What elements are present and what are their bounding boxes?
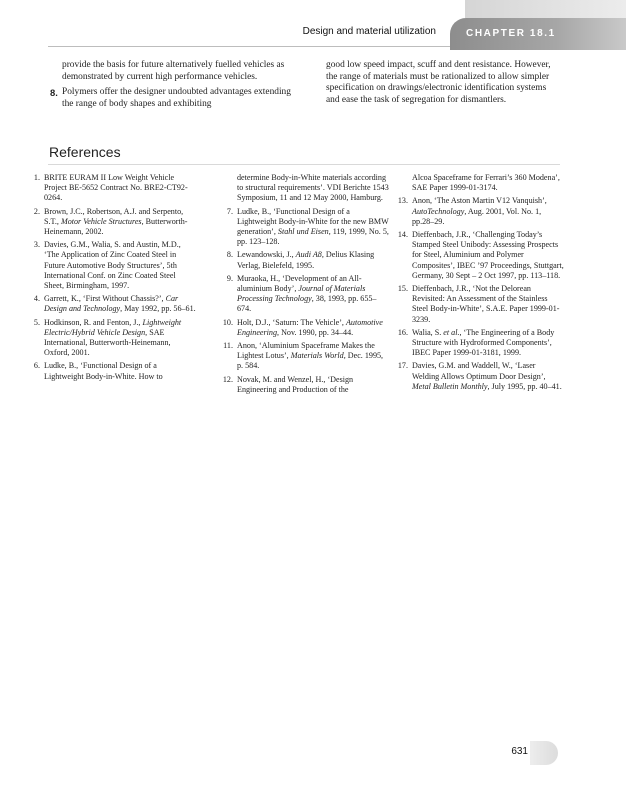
reference-text-part: Brown, J.C., Robertson, A.J. and Serpento, S.T., [44, 206, 184, 226]
reference-text-part: , Nov. 1990, pp. 34–44. [277, 327, 354, 337]
reference-number: 14. [397, 230, 408, 240]
reference-text-part: Anon, ‘Aluminium Spaceframe Makes the Lightest Lotus’, [237, 341, 375, 361]
reference-text-part: , SAE International, Butterworth-Heinemann, Oxford, 2001. [44, 327, 171, 358]
reference-text-part: Ludke, B., ‘Functional Design of a Lightweight Body-in-White for the new BMW generation’, [237, 206, 389, 237]
reference-number: 16. [397, 327, 408, 337]
reference-item [396, 196, 564, 227]
reference-text-part: Garrett, K., ‘First Without Chassis?’, [44, 294, 166, 304]
header-tab-highlight [465, 0, 626, 18]
reference-number: 10. [222, 317, 233, 327]
intro-left-column [50, 60, 298, 110]
reference-text-part: Walia, S. [412, 327, 444, 337]
reference-number: 1. [33, 173, 40, 182]
references-column-2 [221, 173, 389, 398]
reference-number: 15. [397, 284, 408, 294]
reference-text [237, 250, 389, 270]
reference-text: Davies, G.M., Walia, S. and Austin, M.D., ‘The Application of Zinc Coated Steel in Future Automotive Body Structures’, 5th International Conf. on Zinc Coated Steel Sheet, Birmingham, 1997. [44, 240, 181, 291]
reference-title-italic: AutoTechnology [412, 206, 465, 216]
reference-text-part: , 119, 1999, No. 5, pp. 123–128. [237, 227, 389, 247]
reference-title-italic: Stahl und Eisen [277, 227, 329, 237]
reference-text [237, 207, 389, 248]
reference-item [221, 207, 389, 248]
reference-text-part: Anon, ‘The Aston Martin V12 Vanquish’, [412, 196, 547, 206]
reference-text [237, 274, 389, 315]
references-column-3 [396, 173, 564, 395]
intro-right-text: good low speed impact, scuff and dent resistance. However, the range of materials must be rationalized to allow simpler specification on drawings/electronic identification systems and ease the task of segregation for dismantlers. [326, 60, 551, 105]
reference-title-italic: Materials World [290, 351, 344, 361]
reference-text-part: Hodkinson, R. and Fenton, J., [44, 317, 143, 327]
reference-text: Ludke, B., ‘Functional Design of a Lightweight Body-in-White. How to [44, 361, 163, 381]
reference-item [28, 318, 196, 359]
list-number: 8. [50, 87, 58, 99]
reference-item [396, 284, 564, 325]
chapter-label: CHAPTER 18.1 [466, 28, 556, 39]
reference-text-part: , ‘The Engineering of a Body Structure with Hydroformed Components’, IBEC Paper 1999-01-3181, 1999. [412, 327, 555, 358]
page-number: 631 [511, 746, 528, 757]
reference-number: 2. [33, 206, 40, 216]
reference-text-part: Lewandowski, J., [237, 250, 296, 260]
reference-title-italic: Motor Vehicle Structures [60, 216, 142, 226]
reference-text-part: , 38, 1993, pp. 655–674. [237, 294, 377, 314]
reference-title-italic: Lightweight Electric/Hybrid Vehicle Design [44, 317, 182, 337]
reference-title-italic: Automotive Engineering [237, 317, 383, 337]
reference-item [221, 375, 389, 395]
reference-title-italic: Audi A8 [295, 250, 322, 260]
reference-text [237, 341, 389, 372]
reference-item [396, 230, 564, 281]
reference-item [396, 328, 564, 359]
reference-text: Dieffenbach, J.R., ‘Challenging Today’s Stamped Steel Unibody: Assessing Prospects for Steel, Aluminium and Polymer Composites’, IBEC ’97 Proceedings, Stuttgart, Germany, 30 Sept – 2 Oct 1997, pp. 113–118. [412, 230, 564, 280]
reference-text [412, 328, 564, 359]
reference-title-italic: Journal of Materials Processing Technology [237, 284, 366, 304]
intro-right-column [326, 60, 558, 106]
page-number-tab [530, 741, 558, 765]
reference-text-part: Davies, G.M. and Waddell, W., ‘Laser Welding Allows Optimum Door Design’, [412, 361, 546, 381]
running-header-title: Design and material utilization [302, 26, 436, 37]
reference-title-italic: et al. [443, 327, 460, 337]
reference-number: 6. [33, 361, 40, 371]
reference-title-italic: Car Design and Technology [44, 294, 179, 314]
reference-number: 11. [223, 341, 233, 351]
header-divider [48, 46, 450, 47]
reference-text: Dieffenbach, J.R., ‘Not the Delorean Revisited: An Assessment of the Stainless Steel Body-in-White’, S.A.E. Paper 1999-01-3239. [412, 284, 560, 324]
reference-text-part: , Aug. 2001, Vol. No. 1, pp.28–29. [412, 206, 542, 226]
reference-item [221, 341, 389, 372]
reference-number: 7. [226, 206, 233, 216]
reference-item [28, 361, 196, 381]
list-text: Polymers offer the designer undoubted advantages extending the range of body shapes and exhibiting [62, 87, 291, 109]
list-item-8 [50, 87, 298, 110]
reference-item [28, 240, 196, 291]
reference-text [44, 294, 196, 314]
reference-text-part: , Dec. 1995, p. 584. [237, 351, 384, 371]
reference-text [44, 318, 196, 359]
reference-text: Novak, M. and Wenzel, H., ‘Design Engineering and Production of the [237, 374, 354, 394]
reference-text-part: Muraoka, H., ‘Development of an All-aluminium Body’, [237, 273, 362, 294]
reference-number: 5. [33, 317, 40, 327]
reference-text: BRITE EURAM II Low Weight Vehicle Project BE-5652 Contract No. BRE2-CT92-0264. [44, 173, 188, 203]
references-heading: References [49, 144, 121, 160]
reference-item [28, 294, 196, 314]
reference-text-part: , July 1995, pp. 40–41. [487, 381, 562, 391]
references-column-1 [28, 173, 196, 385]
reference-item [28, 173, 196, 204]
reference-text [44, 207, 196, 238]
reference-text [237, 318, 389, 338]
reference-item [28, 207, 196, 238]
reference-text-part: , Butterworth-Heinemann, 2002. [44, 216, 188, 237]
reference-text-part: Holt, D.J., ‘Saturn: The Vehicle’, [237, 317, 346, 327]
reference-number: 17. [397, 361, 408, 371]
intro-continuation: provide the basis for future alternatively fuelled vehicles as demonstrated by current high performance vehicles. [62, 60, 285, 82]
reference-continuation: Alcoa Spaceframe for Ferrari’s 360 Modena’, SAE Paper 1999-01-3174. [412, 173, 560, 193]
reference-item [221, 318, 389, 338]
reference-title-italic: Metal Bulletin Monthly [412, 381, 488, 391]
reference-number: 12. [222, 374, 233, 384]
reference-number: 8. [226, 250, 233, 260]
reference-text [412, 196, 564, 227]
reference-number: 3. [33, 240, 40, 250]
references-divider [48, 164, 560, 165]
reference-text [412, 361, 564, 392]
reference-item [221, 250, 389, 270]
reference-continuation: determine Body-in-White materials according to structural requirements’. VDI Berichte 1543 Symposium, 11 and 12 May 2000, Hamburg. [237, 173, 389, 203]
reference-item [396, 361, 564, 392]
reference-number: 13. [397, 196, 408, 206]
reference-text-part: , Delius Klasing Verlag, Bielefeld, 1995. [237, 250, 375, 270]
reference-number: 4. [33, 294, 40, 304]
reference-number: 9. [226, 273, 233, 283]
reference-text-part: , May 1992, pp. 56–61. [120, 304, 196, 314]
reference-item [221, 274, 389, 315]
